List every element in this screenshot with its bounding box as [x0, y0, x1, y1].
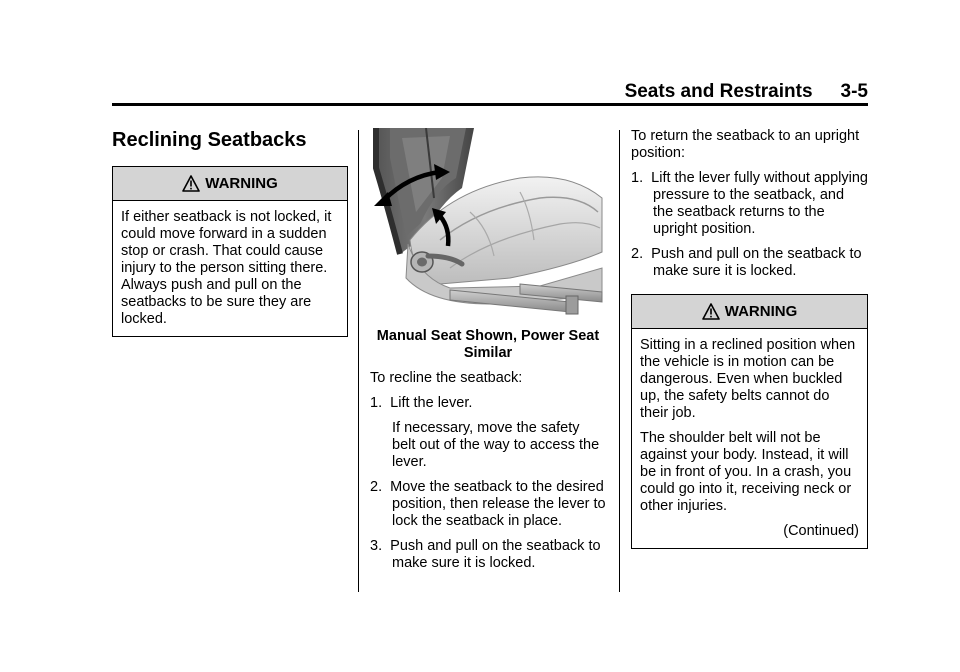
page-number: 3-5 — [840, 81, 868, 102]
recline-step-3: 3. Push and pull on the seatback to make sure it is locked. — [370, 538, 601, 571]
warning-icon — [182, 175, 200, 192]
column-2 — [370, 128, 606, 580]
recline-step-1: 1. Lift the lever. — [370, 395, 473, 411]
warning-header-2 — [632, 295, 867, 329]
warning-text-1: Sitting in a reclined position when the vehicle is in motion can be dangerous. Even when buckled up, the safety belts cannot do their job. — [640, 337, 856, 421]
recline-step-2: 2. Move the seatback to the desired position, then release the lever to lock the seatback in place. — [370, 479, 606, 529]
column-1 — [112, 128, 348, 337]
warning-text-2: The shoulder belt will not be against your body. Instead, it will be in front of you. In a crash, you could go into it, receiving neck or other injuries. — [640, 430, 852, 514]
continued-note: (Continued) — [783, 523, 859, 539]
warning-box-2 — [631, 294, 868, 549]
recline-step-1-note: If necessary, move the safety belt out of the way to access the lever. — [392, 420, 600, 470]
warning-icon — [702, 303, 720, 320]
page-header — [112, 80, 868, 104]
section-name: Seats and Restraints — [624, 81, 813, 102]
seat-recline-illustration — [370, 128, 606, 324]
column-3 — [631, 128, 868, 549]
recline-intro: To recline the seatback: — [370, 370, 523, 386]
warning-header — [113, 167, 347, 201]
warning-box — [112, 166, 348, 337]
figure-caption: Manual Seat Shown, Power Seat Similar — [376, 328, 600, 361]
upright-intro: To return the seatback to an upright position: — [631, 128, 860, 161]
warning-body — [113, 201, 347, 336]
upright-step-2: 2. Push and pull on the seatback to make sure it is locked. — [631, 246, 862, 279]
header-rule — [112, 103, 868, 106]
warning-text: If either seatback is not locked, it could move forward in a sudden stop or crash. That could cause injury to the person sitting there. Always push and pull on the seatbacks to be sure they are locked. — [121, 209, 332, 327]
section-title: Reclining Seatbacks — [112, 129, 307, 151]
column-divider-1 — [358, 130, 359, 592]
upright-step-1: 1. Lift the lever fully without applying pressure to the seatback, and the seatback returns to the upright position. — [631, 170, 868, 237]
warning-label: WARNING — [205, 175, 278, 192]
warning-body-2 — [632, 329, 867, 548]
column-divider-2 — [619, 130, 620, 592]
warning-label-2: WARNING — [724, 303, 798, 320]
